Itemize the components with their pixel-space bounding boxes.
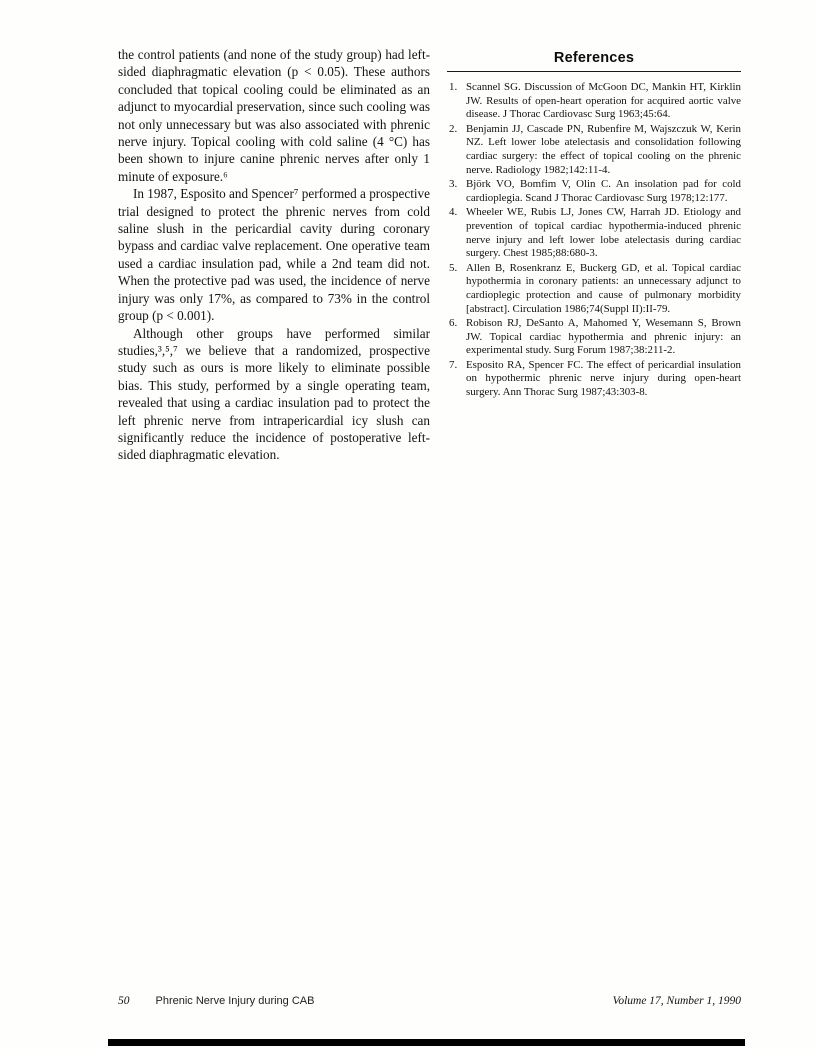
- reference-number: 2.: [449, 122, 458, 135]
- article-paragraph-1: the control patients (and none of the study group) had left-sided diaphragmatic elevation (p < 0.05). These authors concluded that topical cooling could be eliminated as an adjunct to myocardial preservation, since such cooling was not only unnecessary but was also associated with phrenic nerve injury. Topical cooling with cold saline (4 °C) has been shown to injure canine phrenic nerves after only 1 minute of exposure.⁶: [118, 47, 430, 184]
- scan-edge-bar: [108, 1039, 745, 1046]
- reference-text: Allen B, Rosenkranz E, Buckerg GD, et al. Topical cardiac hypothermia in coronary patients: an unnecessary adjunct to cardioplegic protection and cause of pulmonary morbidity [abstract]. Circulation 1986;74(Suppl II):II-79.: [466, 261, 741, 315]
- reference-item: [447, 178, 741, 205]
- reference-text: Benjamin JJ, Cascade PN, Rubenfire M, Wajszczuk W, Kerin NZ. Left lower lobe atelectasis and consolidation following cardiac surgery: the effect of topical cooling on the phrenic nerve. Radiology 1982;142:11-4.: [466, 122, 741, 176]
- reference-item: [447, 206, 741, 260]
- page-footer: [118, 995, 741, 1007]
- article-paragraph-2: In 1987, Esposito and Spencer⁷ performed a prospective trial designed to protect the phrenic nerves from cold saline slush in the pericardial cavity during coronary bypass and cardiac valve replacement. One operative team used a cardiac insulation pad, while a 2nd team did not. When the protective pad was used, the incidence of nerve injury was only 17%, as compared to 73% in the control group (p < 0.001).: [118, 186, 430, 324]
- reference-number: 6.: [449, 317, 458, 330]
- reference-item: [447, 359, 741, 400]
- reference-text: Esposito RA, Spencer FC. The effect of pericardial insulation on hypothermic phrenic nerve injury during open-heart surgery. Ann Thorac Surg 1987;43:303-8.: [466, 358, 741, 399]
- references-column: [447, 50, 741, 401]
- reference-item: [447, 262, 741, 316]
- reference-number: 5.: [449, 261, 458, 274]
- article-paragraph-3: Although other groups have performed similar studies,³,⁵,⁷ we believe that a randomized, prospective study such as ours is more likely to eliminate possible bias. This study, performed by a single operating team, revealed that using a cardiac insulation pad to protect the left phrenic nerve from intrapericardial icy slush can significantly reduce the incidence of postoperative left-sided diaphragmatic elevation.: [118, 325, 430, 463]
- running-title: Phrenic Nerve Injury during CAB: [155, 995, 315, 1007]
- reference-text: Robison RJ, DeSanto A, Mahomed Y, Wesemann S, Brown JW. Topical cardiac hypothermia and phrenic injury: an experimental study. Surg Forum 1987;38:211-2.: [466, 317, 741, 357]
- reference-number: 1.: [449, 81, 458, 93]
- reference-number: 3.: [449, 178, 458, 191]
- reference-text: Scannel SG. Discussion of McGoon DC, Mankin HT, Kirklin JW. Results of open-heart operation for acquired aortic valve disease. J Thorac Cardiovasc Surg 1963;45:64.: [466, 81, 741, 121]
- references-divider: [447, 71, 741, 72]
- reference-number: 7.: [449, 358, 458, 371]
- reference-item: [447, 123, 741, 177]
- references-heading: References: [553, 50, 635, 66]
- page-number: 50: [118, 995, 130, 1007]
- reference-item: [447, 317, 741, 358]
- reference-item: [447, 81, 741, 122]
- article-text-column: [118, 46, 430, 464]
- references-list: [447, 81, 741, 400]
- reference-text: Björk VO, Bomfim V, Olin C. An insolation pad for cold cardioplegia. Scand J Thorac Cardiovasc Surg 1978;12:177.: [466, 178, 741, 204]
- footer-left: [118, 995, 314, 1007]
- journal-volume-info: Volume 17, Number 1, 1990: [612, 995, 741, 1007]
- reference-number: 4.: [449, 206, 458, 219]
- reference-text: Wheeler WE, Rubis LJ, Jones CW, Harrah JD. Etiology and prevention of topical cardiac hypothermia-induced phrenic nerve injury and left lower lobe atelectasis during cardiac surgery. Chest 1985;88:680-3.: [466, 206, 741, 260]
